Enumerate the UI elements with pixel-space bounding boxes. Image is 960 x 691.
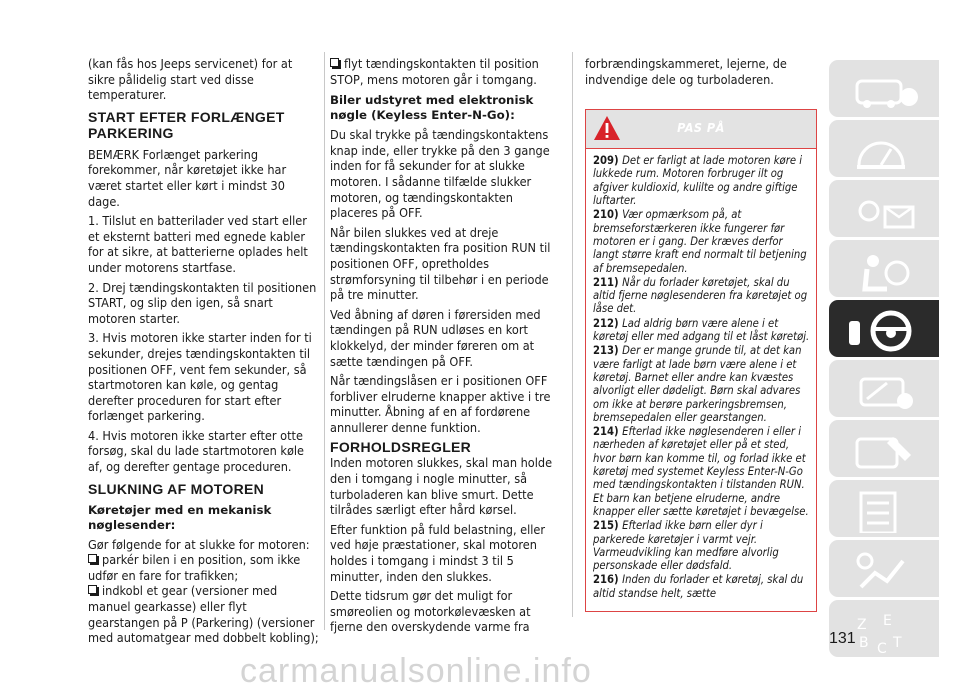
chapter-tab[interactable] (829, 180, 939, 237)
paragraph: Når tændingslåsen er i positionen OFF forbliver elruderne knapper aktive i tre minutter. Åbning af en af fordørene annullerer denne funktion. (330, 373, 551, 435)
warning-item (593, 573, 810, 600)
svg-text:B: B (859, 635, 869, 651)
step-3: 3. Hvis motoren ikke starter inden for ti sekunder, drejes tændingskontakten til positionen OFF, vent fem sekunder, så startmotoren kan køle, og gentag derefter proceduren for start efter forlænget parkering. (88, 330, 312, 424)
warning-number: 212) (593, 316, 623, 330)
warning-text: Inden du forlader et køretøj, skal du altid standse helt, sætte (593, 573, 804, 600)
svg-text:T: T (893, 635, 902, 651)
warning-item (593, 276, 810, 316)
chapter-tab[interactable] (829, 300, 939, 357)
svg-text:E: E (883, 613, 892, 629)
chapter-tab[interactable] (829, 360, 939, 417)
safety-airbag-icon (847, 247, 919, 293)
chapter-tab[interactable] (829, 420, 939, 477)
warning-text: Efterlad ikke børn eller dyr i parkerede køretøjer i varmt vejr. Varmeudvikling kan medføre alvorlig personskade eller dødsfald. (593, 519, 779, 573)
warning-number: 215) (593, 519, 623, 533)
warning-item (593, 344, 810, 424)
warning-number: 214) (593, 425, 623, 439)
warning-text: Lad aldrig børn være alene i et køretøj eller med adgang til et låst køretøj. (593, 316, 810, 344)
warning-box-header (585, 109, 817, 148)
warning-text: Der er mange grunde til, at det kan være farligt at lade børn være alene i et køretøj. Barnet eller andre kan kvæstes alvorligt eller dødeligt. Børn skal advares om ikke at berøre parkeringsbremsen, bremsepedalen eller gearstangen. (593, 344, 802, 424)
watermark: carmanualsonline.info (240, 652, 592, 690)
step-2: 2. Drej tændingskontakten til positionen START, og slip den igen, så snart motoren starter. (88, 279, 317, 326)
chapter-tab[interactable] (829, 120, 939, 177)
warning-box-body (585, 148, 817, 612)
chapter-tab[interactable] (829, 540, 939, 597)
paragraph: Dette tidsrum gør det muligt for smøreolien og motorkølevæsken at fjerne den overskydende varme fra (330, 588, 531, 635)
heading-precautions: FORHOLDSREGLER (330, 439, 472, 456)
bullet-item: indkobl et gear (versioner med manuel gearkasse) eller flyt gearstangen på P (Parkering) (versioner med automatgear med dobbelt kobling); (88, 583, 319, 646)
warning-item (593, 425, 810, 518)
warning-number: 216) (593, 573, 623, 587)
warning-text: Når du forlader køretøjet, skal du altid fjerne nøglesenderen fra køretøjet og låse det. (593, 275, 808, 316)
step-4: 4. Hvis motoren ikke starter efter otte forsøg, skal du lade startmotoren køle af, og derefter gentage proceduren. (88, 427, 305, 475)
chapter-tab[interactable] (829, 600, 939, 657)
column-2 (330, 56, 562, 639)
paragraph: Ved åbning af døren i førersiden med tændingen på RUN udløses en kort klokkelyd, der minder føreren om at sætte tændingen på OFF. (330, 306, 541, 369)
heading-engine-stop: SLUKNING AF MOTOREN (88, 480, 265, 497)
svg-text:Z: Z (857, 617, 867, 633)
dashboard-icon (847, 127, 919, 173)
car-info-icon (847, 67, 919, 113)
warning-text: Det er farligt at lade motoren køre i lukkede rum. Motoren forbruger ilt og afgiver kuldioxid, kulilte og andre giftige luftarter. (593, 154, 803, 208)
chapter-tab[interactable] (829, 60, 939, 117)
lights-messages-icon (847, 187, 919, 233)
paragraph: (kan fås hos Jeeps servicenet) for at sikre pålidelig start ved disse temperaturer. (88, 56, 293, 103)
paragraph: Efter funktion på fuld belastning, eller ved høje præstationer, skal motoren holdes i tomgang i mindst 3 til 5 minutter, inden den slukkes. (330, 521, 546, 584)
maintenance-icon (847, 427, 919, 473)
warning-item (593, 519, 810, 572)
warning-number: 213) (593, 344, 623, 358)
warning-text: Efterlad ikke nøglesenderen i eller i nærheden af køretøjet eller på et sted, hvor børn kan komme til, og forlad ikke et køretøj med systemet Keyless Enter-N-Go med tændingskontakten i tilstanden RUN. Et barn kan betjene elruderne, andre knapper eller sætte køretøjet i bevægelse. (593, 425, 809, 518)
paragraph: Gør følgende for at slukke for motoren: (88, 536, 310, 552)
column-3 (585, 56, 817, 612)
bullet-item: flyt tændingskontakten til position STOP, mens motoren går i tomgang. (330, 56, 562, 87)
svg-text:C: C (877, 641, 887, 653)
warning-number: 210) (593, 208, 623, 222)
subheading-mechanical-key: Køretøjer med en mekanisk nøglesender: (88, 502, 272, 532)
chapter-tab[interactable] (829, 480, 939, 537)
subheading-keyless: Biler udstyret med elektronisk nøgle (Keyless Enter-N-Go): (330, 93, 534, 123)
paragraph: BEMÆRK Forlænget parkering forekommer, når køretøjet ikke har været startet eller kørt i mindst 30 dage. (88, 146, 287, 209)
technical-data-icon (847, 487, 919, 533)
starting-driving-icon (847, 307, 919, 353)
paragraph: Inden motoren slukkes, skal man holde den i tomgang i nogle minutter, så turboladeren kan blive smurt. Dette tilrådes særligt efter hård kørsel. (330, 455, 553, 518)
emergency-icon (847, 367, 919, 413)
warning-item (593, 208, 810, 274)
paragraph: forbrændingskammeret, lejerne, de indvendige dele og turboladeren. (585, 56, 787, 87)
warning-item (593, 154, 810, 207)
page-number: 131 (829, 630, 856, 647)
warning-text: Vær opmærksom på, at bremseforstærkeren ikke fungerer før motoren er i gang. Der kræves derfor langt større kraft end normalt til betjening af bremsepedalen. (593, 208, 807, 275)
multimedia-icon (847, 547, 919, 593)
bullet-item: parkér bilen i en position, som ikke udfør en fare for trafikken; (88, 552, 320, 583)
chapter-tab[interactable] (829, 240, 939, 297)
paragraph: Du skal trykke på tændingskontaktens knap inde, eller trykke på den 3 gange inden for få sekunder for at slukke motoren. I sådanne tilfælde slukker motoren, og tændingskontakten placeres på OFF. (330, 127, 550, 221)
column-1 (88, 56, 320, 650)
warning-number: 211) (593, 275, 623, 289)
paragraph: Når bilen slukkes ved at dreje tændingskontakten fra position RUN til positionen OFF, opretholdes strømforsyning til tilbehør i en periode på tre minutter. (330, 224, 551, 303)
index-icon (847, 607, 919, 653)
warning-title: PAS PÅ (677, 120, 725, 136)
warning-number: 209) (593, 154, 623, 168)
chapter-tabs (829, 60, 939, 660)
heading-start-after-parking: START EFTER FORLÆNGET PARKERING (88, 108, 285, 141)
step-1: 1. Tilslut en batterilader ved start eller et eksternt batteri med egnede kabler for at sikre, at batterierne oplades helt under motorens startfase. (88, 213, 308, 275)
warning-item (593, 317, 810, 344)
